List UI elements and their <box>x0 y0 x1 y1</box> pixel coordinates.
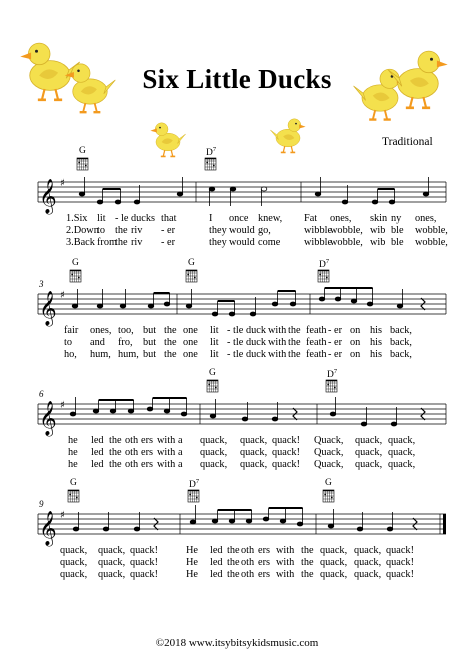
lyric-syllable: the <box>109 435 122 446</box>
lyric-syllable: quack, <box>200 459 228 470</box>
lyric-syllable: feath <box>306 349 327 360</box>
chord-label: G <box>188 258 195 268</box>
key-sharp: ♯ <box>60 290 65 301</box>
lyric-syllable: and <box>90 337 105 348</box>
lyric-syllable: quack, <box>355 459 383 470</box>
lyric-syllable: the <box>301 545 314 556</box>
lyric-syllable: the <box>227 545 240 556</box>
lyric-syllable: hum, <box>90 349 111 360</box>
lyric-syllable: ones, <box>415 213 437 224</box>
chord-label: $D^7$ <box>189 478 200 491</box>
lyric-syllable: led <box>91 447 104 458</box>
lyric-syllable: the <box>227 557 240 568</box>
lyric-syllable: oth <box>125 459 139 470</box>
lyric-syllable: quack! <box>130 557 159 568</box>
lyric-syllable: ers <box>258 545 271 556</box>
lyric-syllable: quack, <box>388 435 416 446</box>
lyric-syllable: on <box>350 349 361 360</box>
lyric-syllable: the <box>109 447 122 458</box>
lyric-syllable: - er <box>161 225 176 236</box>
notes-system-2 <box>72 288 425 316</box>
lyric-syllable: quack, <box>354 569 382 580</box>
lyric-syllable: but <box>143 349 157 360</box>
lyric-syllable: quack, <box>240 435 268 446</box>
lyric-syllable: but <box>143 325 157 336</box>
lyric-syllable: 3.Back <box>66 237 95 248</box>
lyric-syllable: come <box>258 237 281 248</box>
lyric-syllable: back, <box>390 337 413 348</box>
lyric-syllable: 1.Six <box>66 213 88 224</box>
composer-credit: Traditional <box>382 136 433 148</box>
lyric-syllable: hum, <box>118 349 139 360</box>
lyric-syllable: the <box>301 557 314 568</box>
lyric-syllable: led <box>210 569 223 580</box>
lyric-syllable: but <box>143 337 157 348</box>
lyric-syllable: lit <box>97 213 106 224</box>
lyric-syllable: oth <box>241 545 255 556</box>
lyric-syllable: oth <box>241 569 255 580</box>
chord-diagram-icon <box>326 380 337 392</box>
lyric-syllable: that <box>161 213 177 224</box>
lyric-syllable: with <box>157 435 176 446</box>
key-sharp: ♯ <box>60 178 65 189</box>
lyric-syllable: a <box>178 435 183 446</box>
lyric-syllable: Quack, <box>314 447 344 458</box>
lyric-syllable: I <box>209 213 213 224</box>
lyric-syllable: to <box>97 225 106 236</box>
lyric-syllable: with <box>276 545 295 556</box>
chord-label: $D^7$ <box>206 146 217 159</box>
lyric-syllable: wib <box>370 225 386 236</box>
measure-number: 3 <box>39 279 44 289</box>
lyric-syllable: ble <box>391 237 404 248</box>
lyric-syllable: quack! <box>272 459 301 470</box>
lyric-syllable: on <box>350 325 361 336</box>
song-title: Six Little Ducks <box>142 64 332 94</box>
lyric-syllable: ers <box>258 569 271 580</box>
lyric-syllable: fair <box>64 325 79 336</box>
lyric-syllable: he <box>68 435 78 446</box>
lyric-syllable: with <box>157 447 176 458</box>
treble-clef-icon: 𝄞 <box>39 401 57 436</box>
staff-system-3 <box>38 404 446 424</box>
lyric-syllable: - er <box>328 349 343 360</box>
lyric-syllable: oth <box>125 447 139 458</box>
lyric-syllable: with <box>268 349 287 360</box>
chord-label: $D^7$ <box>319 258 330 271</box>
lyric-syllable: - tle <box>227 337 244 348</box>
lyric-syllable: wobble, <box>415 225 448 236</box>
lyric-syllable: - tle <box>227 325 244 336</box>
notes-system-3 <box>70 397 425 426</box>
lyric-syllable: the <box>288 325 301 336</box>
chord-diagram-icon <box>205 158 216 170</box>
lyric-syllable: wobble, <box>415 237 448 248</box>
lyric-syllable: Quack, <box>314 459 344 470</box>
chord-diagram-icon <box>68 490 79 502</box>
lyric-syllable: too, <box>118 325 134 336</box>
lyric-syllable: from <box>97 237 118 248</box>
lyric-syllable: quack, <box>355 447 383 458</box>
lyric-syllable: he <box>68 447 78 458</box>
staff-system-4 <box>38 514 446 534</box>
key-sharp: ♯ <box>60 400 65 411</box>
lyric-syllable: duck <box>246 349 267 360</box>
lyric-syllable: on <box>350 337 361 348</box>
lyric-syllable: fro, <box>118 337 133 348</box>
chord-diagram-icon <box>207 380 218 392</box>
lyric-syllable: would <box>229 225 255 236</box>
lyric-syllable: his <box>370 325 383 336</box>
lyric-syllable: quack! <box>130 545 159 556</box>
lyric-syllable: oth <box>241 557 255 568</box>
lyric-syllable: ers <box>141 435 154 446</box>
lyric-syllable: quack, <box>98 557 126 568</box>
lyric-syllable: the <box>164 337 177 348</box>
notes-system-4 <box>73 505 417 531</box>
lyric-syllable: quack! <box>272 447 301 458</box>
lyric-syllable: one <box>183 325 198 336</box>
lyric-syllable: the <box>227 569 240 580</box>
lyric-syllable: quack, <box>388 459 416 470</box>
lyric-syllable: they <box>209 225 227 236</box>
lyric-syllable: one <box>183 337 198 348</box>
lyric-syllable: quack, <box>60 557 88 568</box>
lyric-syllable: led <box>91 435 104 446</box>
lyric-syllable: his <box>370 349 383 360</box>
lyric-syllable: quack, <box>388 447 416 458</box>
chord-label: G <box>79 146 86 156</box>
lyric-syllable: quack! <box>386 557 415 568</box>
lyric-syllable: the <box>164 325 177 336</box>
lyric-syllable: - er <box>328 337 343 348</box>
lyric-syllable: wibble <box>304 237 333 248</box>
lyric-syllable: quack! <box>272 435 301 446</box>
lyric-syllable: duck <box>246 337 267 348</box>
lyric-syllable: quack! <box>130 569 159 580</box>
measure-number: 9 <box>39 499 44 509</box>
lyric-syllable: led <box>210 545 223 556</box>
chord-diagram-icon <box>318 270 329 282</box>
duckling-icon <box>150 123 185 157</box>
lyric-syllable: quack, <box>200 447 228 458</box>
lyric-syllable: one <box>183 349 198 360</box>
lyric-syllable: the <box>288 349 301 360</box>
key-sharp: ♯ <box>60 510 65 521</box>
lyric-syllable: - er <box>161 237 176 248</box>
chord-label: G <box>72 258 79 268</box>
lyric-syllable: ny <box>391 213 402 224</box>
lyric-syllable: with <box>268 337 287 348</box>
lyric-syllable: he <box>68 459 78 470</box>
lyric-syllable: riv <box>131 237 143 248</box>
treble-clef-icon: 𝄞 <box>39 511 57 546</box>
lyric-syllable: the <box>164 349 177 360</box>
chord-label: G <box>325 478 332 488</box>
lyric-syllable: wobble, <box>330 237 363 248</box>
staff-system-1 <box>38 182 446 202</box>
lyric-syllable: once <box>229 213 249 224</box>
lyric-syllable: quack, <box>320 569 348 580</box>
lyric-syllable: would <box>229 237 255 248</box>
lyric-syllable: quack, <box>354 557 382 568</box>
lyric-syllable: quack! <box>386 569 415 580</box>
lyric-syllable: ones, <box>330 213 352 224</box>
lyric-syllable: skin <box>370 213 388 224</box>
copyright-footer: ©2018 www.itsybitsykidsmusic.com <box>155 637 319 649</box>
lyric-syllable: the <box>301 569 314 580</box>
lyric-syllable: led <box>91 459 104 470</box>
lyric-syllable: ducks <box>131 213 156 224</box>
lyric-syllable: ers <box>141 447 154 458</box>
treble-clef-icon: 𝄞 <box>39 179 57 214</box>
lyric-syllable: led <box>210 557 223 568</box>
lyric-syllable: He <box>186 545 199 556</box>
lyric-syllable: quack, <box>60 569 88 580</box>
chord-diagram-icon <box>70 270 81 282</box>
chord-diagram-icon <box>77 158 88 170</box>
lyric-syllable: quack, <box>240 459 268 470</box>
chord-label: G <box>209 368 216 378</box>
lyric-syllable: quack, <box>98 545 126 556</box>
chord-diagram-icon <box>188 490 199 502</box>
lyric-syllable: ers <box>258 557 271 568</box>
lyric-syllable: - er <box>328 325 343 336</box>
lyric-syllable: lit <box>210 337 219 348</box>
lyric-syllable: quack, <box>240 447 268 458</box>
duckling-icon <box>270 119 305 153</box>
lyric-syllable: quack! <box>386 545 415 556</box>
lyric-syllable: to <box>64 337 73 348</box>
chord-diagram-icon <box>186 270 197 282</box>
lyric-syllable: duck <box>246 325 267 336</box>
lyric-syllable: his <box>370 337 383 348</box>
lyric-syllable: quack, <box>320 557 348 568</box>
lyric-syllable: wobble, <box>330 225 363 236</box>
lyric-syllable: back, <box>390 349 413 360</box>
lyric-syllable: quack, <box>98 569 126 580</box>
lyric-syllable: - tle <box>227 349 244 360</box>
lyric-syllable: 2.Down <box>66 225 99 236</box>
lyric-syllable: they <box>209 237 227 248</box>
lyric-syllable: feath <box>306 325 327 336</box>
lyric-syllable: Quack, <box>314 435 344 446</box>
lyric-syllable: knew, <box>258 213 283 224</box>
lyric-syllable: with <box>276 557 295 568</box>
lyric-syllable: He <box>186 569 199 580</box>
lyric-syllable: quack, <box>320 545 348 556</box>
lyric-syllable: He <box>186 557 199 568</box>
lyric-syllable: wibble <box>304 225 333 236</box>
lyric-syllable: ble <box>391 225 404 236</box>
lyric-syllable: quack, <box>200 435 228 446</box>
lyric-syllable: the <box>109 459 122 470</box>
lyric-syllable: oth <box>125 435 139 446</box>
lyric-syllable: ho, <box>64 349 77 360</box>
chord-label: $D^7$ <box>327 368 338 381</box>
lyric-syllable: the <box>288 337 301 348</box>
lyric-syllable: go, <box>258 225 271 236</box>
chord-diagram-icon <box>323 490 334 502</box>
lyric-syllable: a <box>178 447 183 458</box>
lyric-syllable: lit <box>210 325 219 336</box>
lyric-syllable: quack, <box>60 545 88 556</box>
lyric-syllable: riv <box>131 225 143 236</box>
lyric-syllable: quack, <box>355 435 383 446</box>
lyric-syllable: wib <box>370 237 386 248</box>
lyric-syllable: ers <box>141 459 154 470</box>
lyric-syllable: Fat <box>304 213 318 224</box>
lyric-syllable: with <box>157 459 176 470</box>
lyric-syllable: with <box>268 325 287 336</box>
lyric-syllable: quack, <box>354 545 382 556</box>
lyric-syllable: ones, <box>90 325 112 336</box>
lyric-syllable: - le <box>115 213 129 224</box>
lyric-syllable: the <box>115 225 128 236</box>
lyric-syllable: with <box>276 569 295 580</box>
lyric-syllable: the <box>115 237 128 248</box>
chord-label: G <box>70 478 77 488</box>
lyric-syllable: lit <box>210 349 219 360</box>
lyric-syllable: feath <box>306 337 327 348</box>
lyric-syllable: back, <box>390 325 413 336</box>
treble-clef-icon: 𝄞 <box>39 291 57 326</box>
lyric-syllable: a <box>178 459 183 470</box>
measure-number: 6 <box>39 389 44 399</box>
